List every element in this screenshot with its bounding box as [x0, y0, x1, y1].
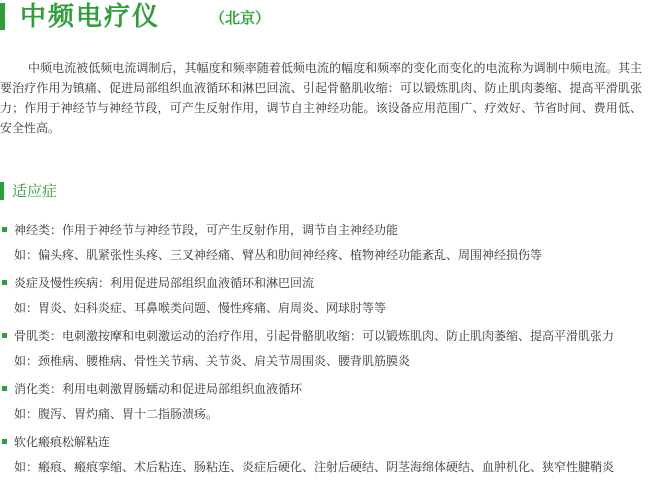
indication-example: 如：腹泻、胃灼痛、胃十二指肠溃疡。 — [14, 407, 219, 421]
indication-example: 如：瘢痕、瘢痕挛缩、术后粘连、肠粘连、炎症后硬化、注射后硬结、阴茎海绵体硬结、血肿机化、狭窄性腱鞘炎 — [14, 460, 615, 474]
indication-heading — [0, 324, 650, 348]
bullet-square-icon — [2, 280, 7, 285]
indication-heading — [0, 430, 650, 454]
indication-heading — [0, 218, 650, 242]
page-header — [0, 0, 650, 40]
list-item — [0, 430, 650, 483]
section-accent-bar — [0, 182, 4, 200]
bullet-square-icon — [2, 439, 7, 444]
indication-heading — [0, 271, 650, 295]
indication-heading-text: 炎症及慢性疾病：利用促进局部组织血液循环和淋巴回流 — [14, 276, 315, 290]
page-location: （北京） — [210, 9, 271, 27]
bullet-square-icon — [2, 333, 7, 338]
title-accent-bar — [0, 3, 5, 30]
indication-heading — [0, 377, 650, 401]
list-item — [0, 377, 650, 430]
indications-list — [0, 218, 650, 483]
indication-heading-text: 骨肌类：电刺激按摩和电刺激运动的治疗作用，引起骨骼肌收缩：可以锻炼肌肉、防止肌肉萎缩、提高平滑肌张力 — [14, 329, 615, 343]
indication-heading-text: 神经类：作用于神经节与神经节段，可产生反射作用，调节自主神经功能 — [14, 223, 399, 237]
bullet-square-icon — [2, 227, 7, 232]
indication-heading-text: 消化类：利用电刺激胃肠蠕动和促进局部组织血液循环 — [14, 382, 303, 396]
list-item — [0, 271, 650, 324]
list-item — [0, 324, 650, 377]
intro-paragraph: 中频电流被低频电流调制后，其幅度和频率随着低频电流的幅度和频率的变化而变化的电流称为调制中频电流。其主要治疗作用为镇痛、促进局部组织血液循环和淋巴回流、引起骨骼肌收缩：可以锻炼肌肉、防止肌肉萎缩、提高平滑肌张力；作用于神经节与神经节段，可产生反射作用，调节自主神经功能。该设备应用范围广、疗效好、节省时间、费用低、安全性高。 — [0, 61, 642, 135]
page-title: 中频电疗仪 — [20, 2, 161, 32]
indication-example: 如：偏头疼、肌紧张性头疼、三叉神经痛、臂丛和肋间神经疼、植物神经功能紊乱、周围神经损伤等 — [14, 248, 543, 262]
indication-example: 如：颈椎病、腰椎病、骨性关节病、关节炎、肩关节周围炎、腰背肌筋膜炎 — [14, 354, 411, 368]
section-header-indications — [0, 180, 650, 202]
bullet-square-icon — [2, 386, 7, 391]
section-title: 适应症 — [12, 182, 58, 200]
indication-example: 如：胃炎、妇科炎症、耳鼻喉类问题、慢性疼痛、肩周炎、网球肘等等 — [14, 301, 387, 315]
list-item — [0, 218, 650, 271]
indication-heading-text: 软化瘢痕松解粘连 — [14, 435, 111, 449]
